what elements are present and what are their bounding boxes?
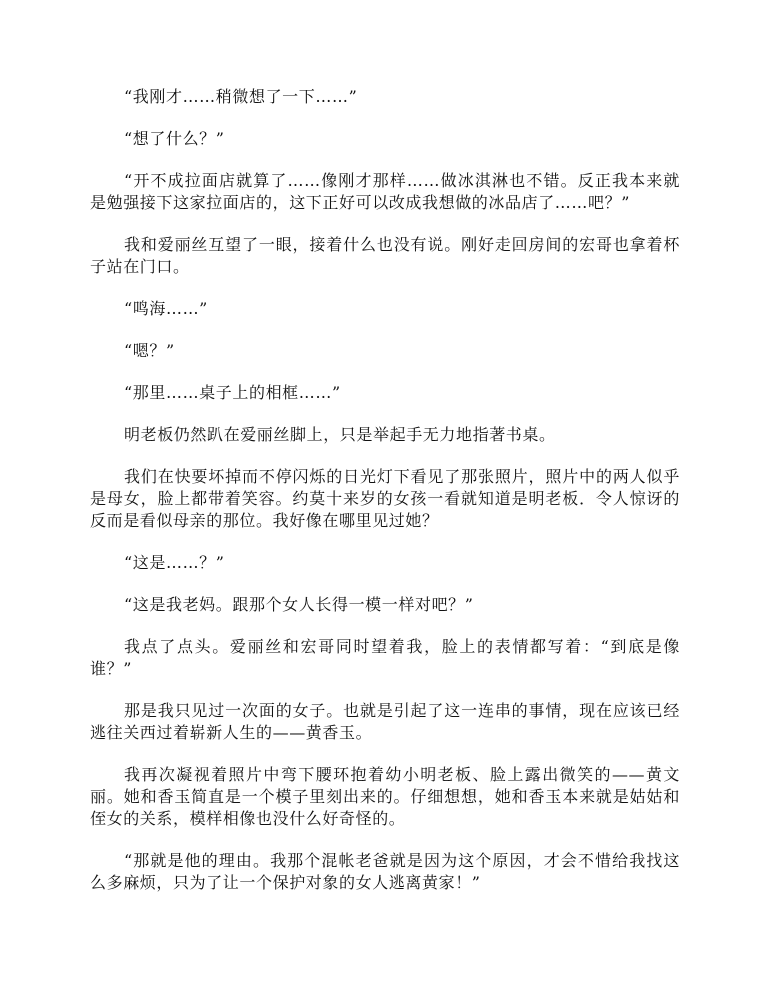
paragraph: “这是我老妈。跟那个女人长得一模一样对吧？” <box>124 595 474 614</box>
paragraph: “那里……桌子上的相框……” <box>124 383 341 402</box>
paragraph: 我们在快要坏掉而不停闪烁的日光灯下看见了那张照片，照片中的两人似乎是母女，脸上都带着笑容。约莫十来岁的女孩一看就知道是明老板．令人惊讶的反而是看似母亲的那位。我好像在哪里见过她？ <box>90 467 680 530</box>
paragraph: “鸣海……” <box>124 299 208 318</box>
paragraph: “嗯？” <box>124 341 175 360</box>
document-page <box>90 86 680 914</box>
paragraph: “想了什么？” <box>124 129 225 148</box>
paragraph: 我点了点头。爱丽丝和宏哥同时望着我，脸上的表情都写着：“到底是像谁？” <box>90 637 680 678</box>
paragraph: 我和爱丽丝互望了一眼，接着什么也没有说。刚好走回房间的宏哥也拿着杯子站在门口。 <box>90 235 680 276</box>
paragraph: “这是……？” <box>124 553 225 572</box>
paragraph: 明老板仍然趴在爱丽丝脚上，只是举起手无力地指著书桌。 <box>124 425 556 444</box>
paragraph: “开不成拉面店就算了……像刚才那样……做冰淇淋也不错。反正我本来就是勉强接下这家拉面店的，这下正好可以改成我想做的冰品店了……吧？” <box>90 171 680 212</box>
paragraph: “那就是他的理由。我那个混帐老爸就是因为这个原因，才会不惜给我找这么多麻烦，只为了让一个保护对象的女人逃离黄家！” <box>90 851 680 892</box>
paragraph: 那是我只见过一次面的女子。也就是引起了这一连串的事情，现在应该已经逃往关西过着崭新人生的——黄香玉。 <box>90 701 680 742</box>
paragraph: 我再次凝视着照片中弯下腰环抱着幼小明老板、脸上露出微笑的——黄文丽。她和香玉简直是一个模子里刻出来的。仔细想想，她和香玉本来就是姑姑和侄女的关系，模样相像也没什么好奇怪的。 <box>90 765 680 828</box>
paragraph: “我刚才……稍微想了一下……” <box>124 87 358 106</box>
